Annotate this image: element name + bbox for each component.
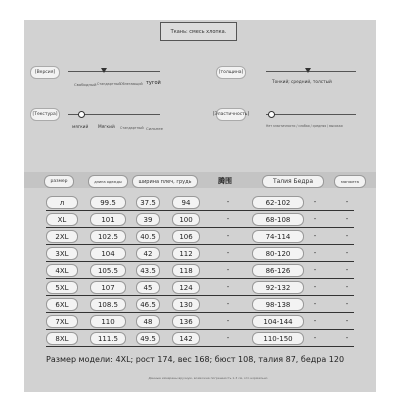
cell-length: 102.5 (90, 230, 126, 243)
cell-length: 111.5 (90, 332, 126, 345)
cell-waist-hips: 86-126 (252, 264, 304, 277)
cell-length: 105.5 (90, 264, 126, 277)
version-label: [Версия] (30, 66, 60, 79)
cell-length: 108.5 (90, 298, 126, 311)
texture-option-3: Стандартный (120, 126, 144, 130)
cell-extra: - (226, 248, 230, 257)
thickness-label: [толщина] (216, 66, 246, 79)
cell-chest: 130 (172, 298, 200, 311)
cell-chest: 142 (172, 332, 200, 345)
thickness-slider-track (266, 71, 356, 72)
cell-extra: - (226, 316, 230, 325)
row-divider (46, 227, 354, 228)
cell-waist-hips: 80-120 (252, 247, 304, 260)
texture-label: [Текстура] (30, 108, 60, 121)
cell-size: 8XL (46, 332, 78, 345)
cell-cuff: - (345, 333, 349, 342)
cell-dash: - (313, 282, 317, 291)
cell-length: 104 (90, 247, 126, 260)
col-head-shoulder-chest: ширина плеч, грудь (132, 175, 198, 188)
cell-cuff: - (345, 214, 349, 223)
cell-shoulder: 39 (136, 213, 160, 226)
cell-cuff: - (345, 231, 349, 240)
cell-shoulder: 42 (136, 247, 160, 260)
model-info: Размер модели: 4XL; рост 174, вес 168; бюст 108, талия 87, бедра 120 (46, 355, 345, 364)
cell-length: 99.5 (90, 196, 126, 209)
cell-cuff: - (345, 265, 349, 274)
row-divider (46, 346, 354, 347)
thickness-options: Тонкий; средний, толстый (272, 80, 332, 85)
cell-size: 3XL (46, 247, 78, 260)
cell-waist-hips: 74-114 (252, 230, 304, 243)
cell-extra: - (226, 299, 230, 308)
cell-shoulder: 48 (136, 315, 160, 328)
cell-dash: - (313, 214, 317, 223)
cell-dash: - (313, 265, 317, 274)
cell-waist-hips: 92-132 (252, 281, 304, 294)
cell-cuff: - (345, 299, 349, 308)
cell-size: 5XL (46, 281, 78, 294)
cell-chest: 94 (172, 196, 200, 209)
cell-chest: 112 (172, 247, 200, 260)
texture-option-1: мягкий (72, 125, 89, 130)
cell-cuff: - (345, 248, 349, 257)
texture-marker-icon (78, 111, 85, 118)
cell-cuff: - (345, 197, 349, 206)
cell-waist-hips: 104-144 (252, 315, 304, 328)
col-head-size: размер (44, 175, 74, 188)
cell-size: 4XL (46, 264, 78, 277)
cell-dash: - (313, 231, 317, 240)
footnote: Данные измерены вручную, возможна погрешность 1-3 см, это нормально (148, 376, 268, 380)
row-divider (46, 312, 354, 313)
cell-chest: 124 (172, 281, 200, 294)
row-divider (46, 210, 354, 211)
row-divider (46, 295, 354, 296)
cell-length: 110 (90, 315, 126, 328)
cell-dash: - (313, 316, 317, 325)
cell-length: 107 (90, 281, 126, 294)
cell-waist-hips: 62-102 (252, 196, 304, 209)
elasticity-slider-track (266, 114, 356, 115)
thickness-marker-icon (305, 68, 311, 73)
version-option-3: Облегающий (120, 82, 143, 86)
cell-dash: - (313, 197, 317, 206)
row-divider (46, 244, 354, 245)
cell-size: XL (46, 213, 78, 226)
cell-length: 101 (90, 213, 126, 226)
version-option-2: Стандартный (97, 82, 121, 86)
cell-size: л (46, 196, 78, 209)
row-divider (46, 278, 354, 279)
cell-chest: 106 (172, 230, 200, 243)
version-option-1: Свободный (74, 82, 97, 87)
cell-shoulder: 40.5 (136, 230, 160, 243)
cell-waist-hips: 68-108 (252, 213, 304, 226)
col-head-length: длина одежды (88, 175, 128, 188)
version-option-4: тугой (146, 80, 161, 86)
texture-option-2: Мягкий (98, 125, 115, 130)
col-head-extra: 腾围 (218, 176, 232, 185)
cell-chest: 136 (172, 315, 200, 328)
row-divider (46, 261, 354, 262)
version-marker-icon (101, 68, 107, 73)
col-head-waist-hips: Талия Бедра (262, 175, 324, 188)
cell-waist-hips: 110-150 (252, 332, 304, 345)
cell-chest: 118 (172, 264, 200, 277)
cell-shoulder: 46.5 (136, 298, 160, 311)
cell-chest: 100 (172, 213, 200, 226)
cell-cuff: - (345, 282, 349, 291)
cell-dash: - (313, 248, 317, 257)
cell-extra: - (226, 231, 230, 240)
elasticity-label: [Эластичность] (216, 108, 246, 121)
cell-dash: - (313, 299, 317, 308)
fabric-label: Ткань: смесь хлопка. (160, 22, 237, 41)
elasticity-options: Нет эластичности / слабая / средняя / высокая (266, 124, 343, 128)
cell-shoulder: 43.5 (136, 264, 160, 277)
cell-dash: - (313, 333, 317, 342)
cell-cuff: - (345, 316, 349, 325)
version-slider-track (68, 71, 160, 72)
cell-extra: - (226, 333, 230, 342)
cell-shoulder: 49.5 (136, 332, 160, 345)
cell-waist-hips: 98-138 (252, 298, 304, 311)
cell-size: 6XL (46, 298, 78, 311)
cell-extra: - (226, 282, 230, 291)
cell-extra: - (226, 265, 230, 274)
col-head-cuff: манжета (334, 175, 366, 188)
texture-option-4: Сильнее (146, 126, 163, 131)
elasticity-marker-icon (268, 111, 275, 118)
cell-extra: - (226, 214, 230, 223)
cell-size: 7XL (46, 315, 78, 328)
row-divider (46, 329, 354, 330)
cell-size: 2XL (46, 230, 78, 243)
cell-shoulder: 45 (136, 281, 160, 294)
cell-extra: - (226, 197, 230, 206)
cell-shoulder: 37.5 (136, 196, 160, 209)
